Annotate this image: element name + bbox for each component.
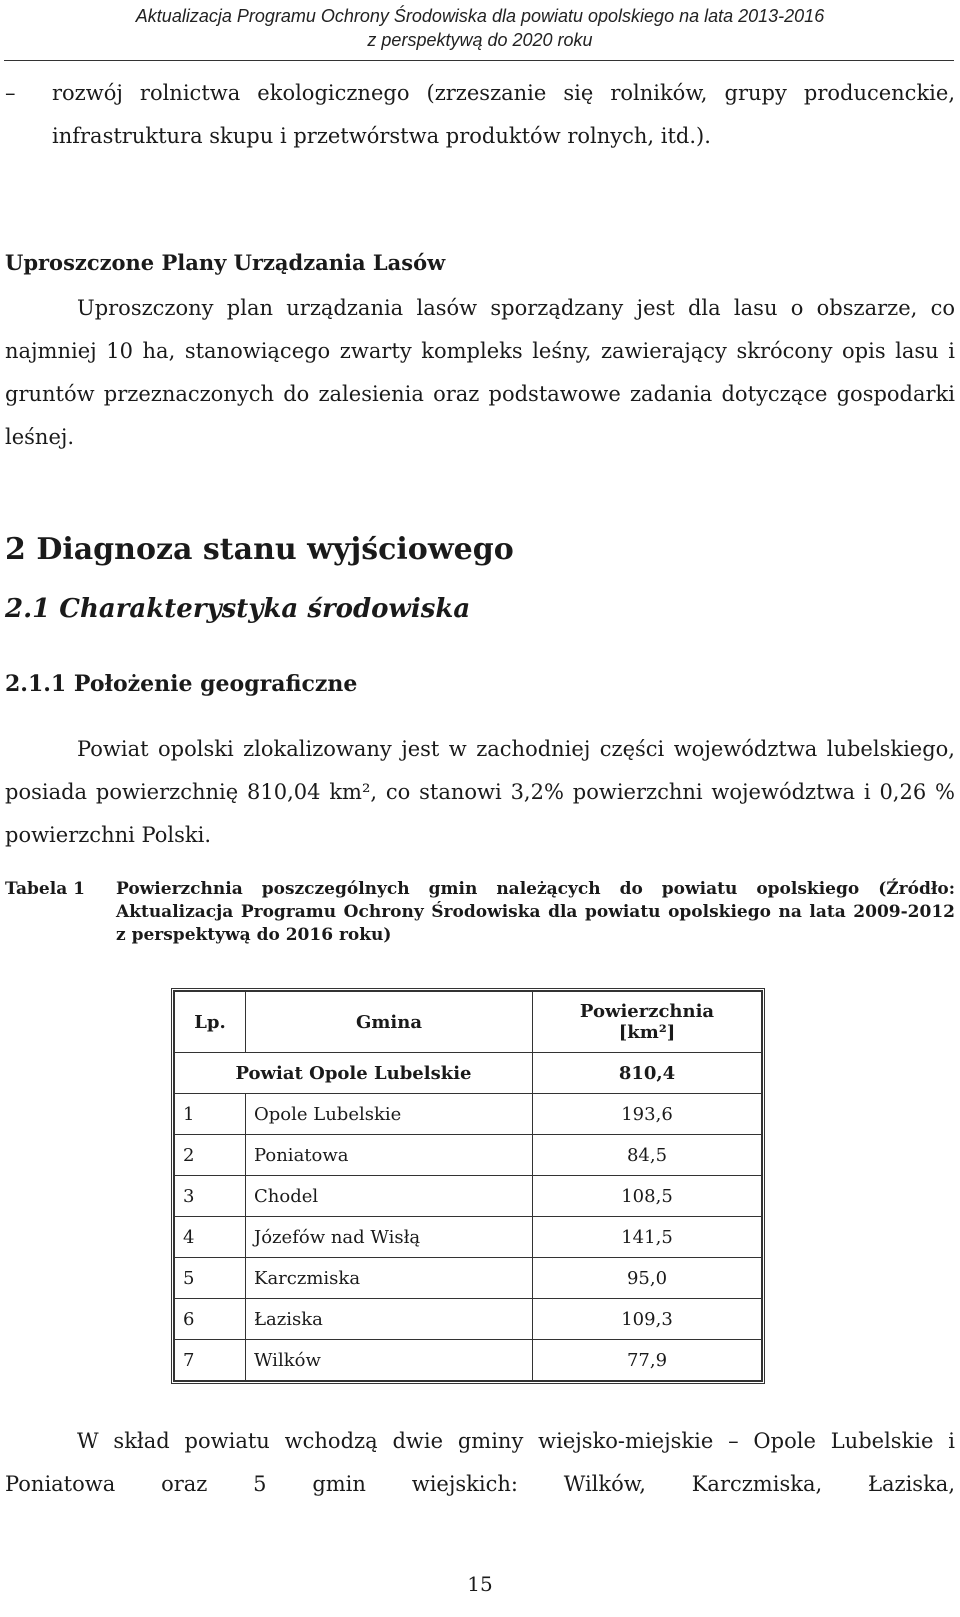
running-header-line1: Aktualizacja Programu Ochrony Środowiska dla powiatu opolskiego na lata 2013-2016 xyxy=(135,6,825,26)
bullet-dash: – xyxy=(5,81,16,105)
chapter-heading: 2 Diagnoza stanu wyjściowego xyxy=(5,532,514,567)
row-gmina: Poniatowa xyxy=(246,1135,533,1176)
row-area: 77,9 xyxy=(533,1340,762,1381)
table-row xyxy=(175,1258,762,1299)
bullet-item xyxy=(5,72,955,158)
row-gmina: Józefów nad Wisłą xyxy=(246,1217,533,1258)
table-row xyxy=(175,1094,762,1135)
header-area-line2: [km²] xyxy=(618,1022,676,1043)
table-header-row xyxy=(175,992,762,1053)
header-lp: Lp. xyxy=(175,992,246,1053)
running-header-line2: z perspektywą do 2020 roku xyxy=(367,30,593,50)
row-lp: 3 xyxy=(175,1176,246,1217)
table-caption-label: Tabela 1 xyxy=(5,879,85,899)
row-lp: 7 xyxy=(175,1340,246,1381)
table-row xyxy=(175,1299,762,1340)
header-gmina: Gmina xyxy=(246,992,533,1053)
row-lp: 1 xyxy=(175,1094,246,1135)
table-row xyxy=(175,1340,762,1381)
subsection-heading: 2.1.1 Położenie geograficzne xyxy=(5,671,358,697)
header-area xyxy=(533,992,762,1053)
row-area: 141,5 xyxy=(533,1217,762,1258)
row-area: 193,6 xyxy=(533,1094,762,1135)
section-heading: 2.1 Charakterystyka środowiska xyxy=(5,594,471,624)
table-caption-text: Powierzchnia poszczególnych gmin należących do powiatu opolskiego (Źródło: Aktualizacja Programu Ochrony Środowiska dla powiatu opolskiego na lata 2009-2012 z perspektywą do 2016 roku) xyxy=(116,879,955,945)
gmina-area-table-grid xyxy=(174,991,762,1381)
row-gmina: Chodel xyxy=(246,1176,533,1217)
gmina-area-table xyxy=(171,988,765,1384)
row-gmina: Karczmiska xyxy=(246,1258,533,1299)
row-area: 95,0 xyxy=(533,1258,762,1299)
row-lp: 6 xyxy=(175,1299,246,1340)
row-area: 84,5 xyxy=(533,1135,762,1176)
bullet-text: rozwój rolnictwa ekologicznego (zrzeszanie się rolników, grupy producenckie, infrastruktura skupu i przetwórstwa produktów rolnych, itd.). xyxy=(52,81,955,148)
row-area: 109,3 xyxy=(533,1299,762,1340)
page-number: 15 xyxy=(467,1572,493,1596)
row-area: 108,5 xyxy=(533,1176,762,1217)
total-label: Powiat Opole Lubelskie xyxy=(175,1053,533,1094)
row-lp: 5 xyxy=(175,1258,246,1299)
header-divider xyxy=(4,60,954,61)
table-row xyxy=(175,1135,762,1176)
running-header xyxy=(0,4,960,52)
row-gmina: Wilków xyxy=(246,1340,533,1381)
table-caption xyxy=(5,878,955,947)
total-value: 810,4 xyxy=(533,1053,762,1094)
row-lp: 2 xyxy=(175,1135,246,1176)
forest-plans-paragraph: Uproszczony plan urządzania lasów sporządzany jest dla lasu o obszarze, co najmniej 10 ha, stanowiącego zwarty kompleks leśny, zawierający skrócony opis lasu i gruntów przeznaczonych do zalesienia oraz podstawowe zadania dotyczące gospodarki leśnej. xyxy=(5,296,955,449)
header-area-line1: Powierzchnia xyxy=(579,1001,715,1022)
geo-paragraph: Powiat opolski zlokalizowany jest w zachodniej części województwa lubelskiego, posiada powierzchnię 810,04 km², co stanowi 3,2% powierzchni województwa i 0,26 % powierzchni Polski. xyxy=(5,737,955,847)
table-row xyxy=(175,1217,762,1258)
table-row xyxy=(175,1176,762,1217)
forest-plans-heading: Uproszczone Plany Urządzania Lasów xyxy=(5,250,446,275)
row-gmina: Opole Lubelskie xyxy=(246,1094,533,1135)
closing-paragraph: W skład powiatu wchodzą dwie gminy wiejsko-miejskie – Opole Lubelskie i Poniatowa oraz 5 gmin wiejskich: Wilków, Karczmiska, Łaziska, xyxy=(5,1429,955,1496)
table-total-row xyxy=(175,1053,762,1094)
row-lp: 4 xyxy=(175,1217,246,1258)
row-gmina: Łaziska xyxy=(246,1299,533,1340)
